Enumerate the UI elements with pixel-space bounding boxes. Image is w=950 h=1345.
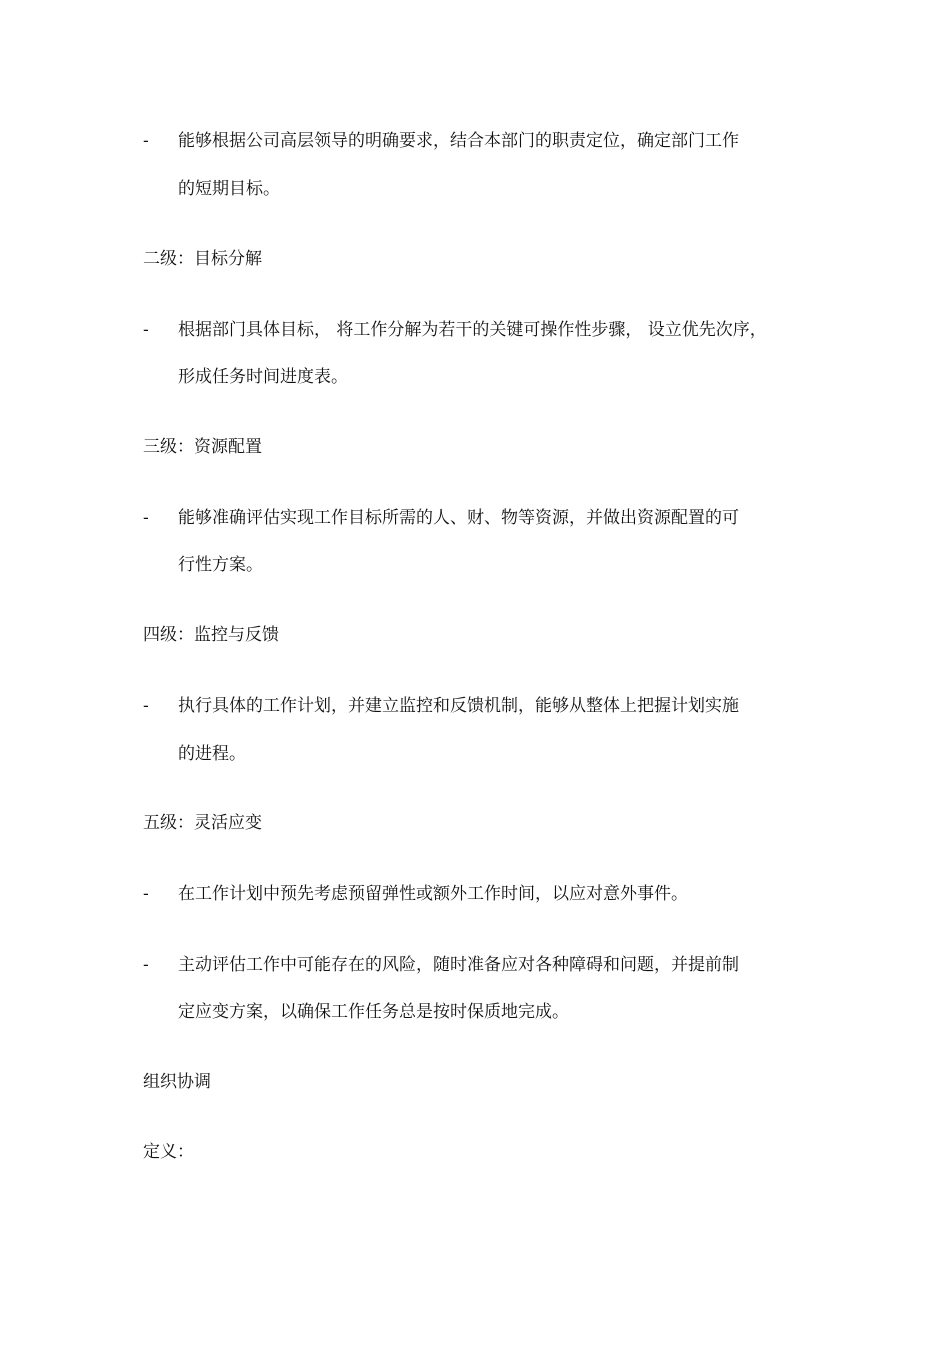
bullet-text-line: 能够根据公司高层领导的明确要求，结合本部门的职责定位，确定部门工作 xyxy=(178,131,739,151)
bullet-dash: - xyxy=(143,131,149,151)
bullet-text-continuation: 定应变方案，以确保工作任务总是按时保质地完成。 xyxy=(178,1002,569,1022)
bullet-text-line: 根据部门具体目标， 将工作分解为若干的关键可操作性步骤， 设立优先次序， xyxy=(178,320,767,340)
bullet-text-continuation: 的短期目标。 xyxy=(178,179,280,199)
definition-label: 定义： xyxy=(143,1142,194,1162)
bullet-text-continuation: 形成任务时间进度表。 xyxy=(178,367,348,387)
bullet-text-continuation: 行性方案。 xyxy=(178,555,263,575)
bullet-dash: - xyxy=(143,955,149,975)
section-heading-level-3: 三级：资源配置 xyxy=(143,437,262,457)
bullet-dash: - xyxy=(143,884,149,904)
bullet-dash: - xyxy=(143,696,149,716)
section-heading-level-5: 五级：灵活应变 xyxy=(143,813,262,833)
section-title: 组织协调 xyxy=(143,1072,211,1092)
bullet-text-line: 在工作计划中预先考虑预留弹性或额外工作时间，以应对意外事件。 xyxy=(178,884,688,904)
section-heading-level-2: 二级：目标分解 xyxy=(143,249,262,269)
bullet-text-line: 能够准确评估实现工作目标所需的人、财、物等资源，并做出资源配置的可 xyxy=(178,508,739,528)
bullet-dash: - xyxy=(143,508,149,528)
section-heading-level-4: 四级：监控与反馈 xyxy=(143,625,279,645)
bullet-dash: - xyxy=(143,320,149,340)
bullet-text-continuation: 的进程。 xyxy=(178,744,246,764)
bullet-text-line: 执行具体的工作计划，并建立监控和反馈机制，能够从整体上把握计划实施 xyxy=(178,696,739,716)
bullet-text-line: 主动评估工作中可能存在的风险，随时准备应对各种障碍和问题，并提前制 xyxy=(178,955,739,975)
